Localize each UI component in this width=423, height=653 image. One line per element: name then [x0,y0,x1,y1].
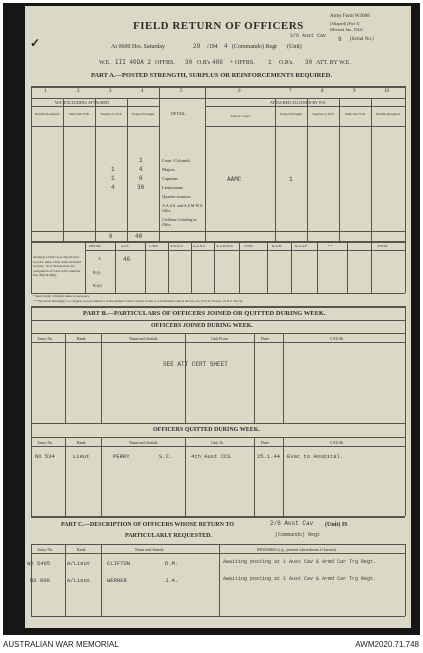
col-number-rule [31,98,405,99]
att-value: 30 [305,59,313,66]
totals-rule [31,231,405,232]
col-number-10: 10 [384,89,389,94]
analysis-rule-10 [347,241,348,293]
footer-accession-id: AWM2020.71.748 [355,640,419,649]
we-prefix: W.E. [99,60,111,66]
part-b-heading: PART B.—PARTICULARS OF OFFICERS JOINED OR QUITTED DURING WEEK. [83,310,326,317]
tick-mark: ✓ [30,36,41,50]
surplus-captains: 1 [111,175,115,182]
c-row2-name: WERNER [107,577,127,584]
header-posted-right: Posted Strength. [280,112,303,116]
quitted-col-cause: CAUSE. [330,440,345,445]
analysis-rule-8 [291,241,292,293]
quitted-col-unit: Unit To. [211,440,225,445]
c-row1-remarks: Awaiting posting at 1 Aust Cav & Armd Car Trg Regt. [223,559,377,565]
right-header-rule [205,126,405,127]
col-rule-0 [31,86,32,293]
header-deficient-right: Deficient W.E. [345,112,366,116]
col-number-4: 4 [141,89,144,94]
c-col-remarks: REMARKS (e.g., present whereabouts if known). [257,547,337,552]
col-rule-2 [95,98,96,241]
serial-label: (Serial No.) [350,37,374,42]
quitted-rank: Lieut [73,453,90,460]
joined-heading-rule [31,333,405,334]
part-a-heading: PART A.—POSTED STRENGTH, SURPLUS OR REINFORCEMENTS REQUIRED. [91,72,332,79]
col-rule-7 [307,98,308,241]
quitted-initials: S.C. [159,453,173,460]
form-title: FIELD RETURN OF OFFICERS [133,20,304,32]
c-col-name: Name and Initials. [135,547,165,552]
c-row2-initials: J.A. [165,577,179,584]
quitted-rule-5 [283,437,284,516]
c-row2-rank: A/Lieut [67,577,91,584]
part-c-heading: PART C.—DESCRIPTION OF OFFICERS WHOSE RETURN TO [61,522,234,528]
analysis-header-rule [85,250,405,251]
c-col-rank: Rank. [77,547,87,552]
header-reinfts-left: Reinfts Required. [35,112,60,116]
detail-label: DETAIL. [171,111,187,116]
time-line-label: At 0600 Hrs. Saturday [111,44,165,50]
revised-note: (Revised Jan., 1942) [330,27,363,32]
c-row1-name: CLIFTON [107,560,131,567]
joined-col-cause: CAUSE. [330,336,345,341]
rank-lieutenants: Lieutenants [162,185,183,190]
total-surplus: 6 [109,233,113,240]
col-rule-3 [127,98,128,241]
header-surplus-left: Surplus to W.E. [100,112,123,116]
col-rule-8 [339,98,340,241]
quitted-date: 25.1.44 [257,453,281,460]
col-number-6: 6 [238,89,241,94]
col-number-1: 1 [44,89,47,94]
analysis-aif-value: 46 [123,256,131,263]
analysis-row-bi: B (i) [93,270,101,275]
particularly-requested: PARTICULARLY REQUESTED. [125,533,212,539]
analysis-row-bii: B (ii) [93,283,102,288]
posted-majors: 4 [139,166,143,173]
joined-col-unit: Unit From. [211,336,229,341]
analysis-rule-6 [239,241,240,293]
analysis-aamws-header: A.A.M.W.S. [216,244,234,248]
analysis-civil-header: CIVIL. [244,244,255,248]
unit-suffix: (Unit) [287,44,302,50]
col-number-5: 5 [180,89,183,94]
analysis-rule-1 [115,241,116,293]
analysis-row-a: A [98,256,101,261]
analysis-rule-2 [145,241,146,293]
analysis-rule-9 [317,241,318,293]
quitted-army-no: NX 534 [35,453,55,460]
part-c-commando-hw: (Commando) Regt [275,532,321,538]
posted-lieutenants: 36 [137,184,145,191]
quitted-colhead-rule [31,446,405,447]
quitted-rule-3 [185,437,186,516]
part-b-heading-rule [31,320,405,321]
rank-aass: A.A.S.S. and A.S.M.W.S. Offrs. [162,203,204,213]
analysis-aif-header: A.I.F. [121,244,129,248]
analysis-rule-3 [168,241,169,293]
joined-rule-4 [254,333,255,423]
c-row1-army-no: WX 5495 [27,560,51,567]
rank-civilians: Civilians Counting as Offrs. [162,217,197,227]
part-c-rule-3 [219,544,220,616]
header-deficient-left: Deficient W.E. [69,112,90,116]
offrs-label: OFFRS. [155,60,175,66]
part-c-header-bottom-rule [31,553,405,554]
col-number-8: 8 [321,89,324,94]
quitted-rule-1 [65,437,66,516]
part-c-rule-1 [65,544,66,616]
part-c-top-rule [31,516,405,518]
form-page [25,6,411,628]
offrs-value: 30 [185,59,193,66]
unit-text: (Commando) Regt [232,44,277,50]
unit-handwritten: 2/6 Aust Cav [290,33,327,39]
col-number-9: 9 [353,89,356,94]
part-c-unit-suffix: (Unit) IS [325,522,348,528]
attached-label: ATTACHED ALLOWED BY W.E. [270,100,327,105]
adapted-note: (Adapted) (Part 1) [330,21,360,26]
serial-value: 9 [338,36,342,43]
arm-value: AAMC [227,176,242,183]
part-c-right-rule [405,544,406,616]
analysis-other-header: * * [328,244,333,248]
analysis-ran-header: R.A.N. [272,244,283,248]
part-c-unit-hw: 2/6 Aust Cav [270,520,314,527]
c-row2-remarks: Awaiting posting at 1 Aust Cav & Armd Car Trg Regt. [223,576,377,582]
right-group-rule [205,106,405,107]
part-a-top-rule [31,86,405,88]
col-number-2: 2 [77,89,80,94]
c-row2-army-no: NX 600 [30,577,50,584]
quitted-rule-4 [254,437,255,516]
part-b-left-rule [31,306,32,516]
joined-rule-3 [185,333,186,423]
surplus-majors: 1 [111,166,115,173]
col-rule-4 [159,86,160,241]
quitted-col-name: Name and Initials. [129,440,159,445]
att-label: ATT. BY W.E. [316,60,351,66]
footer-bar [0,638,423,653]
quitted-cause: Evac to Hospital. [287,453,344,460]
rank-quartermasters: Quarter-masters [162,194,191,199]
c-col-army-no: Army No. [37,547,54,552]
analysis-top-rule [31,241,405,243]
part-b-right-rule [405,306,406,516]
c-row1-initials: D.M. [165,560,179,567]
joined-col-rank: Rank. [77,336,87,341]
col-rule-5 [205,86,206,241]
quitted-heading-rule [31,437,405,438]
joined-col-name: Name and Initials. [129,336,159,341]
part-b-top-rule [31,306,405,308]
ors2-label: O.R's. [279,60,294,66]
analysis-rule-7 [267,241,268,293]
analysis-rule-5 [214,241,215,293]
rank-majors: Majors [162,167,175,172]
quitted-rule-2 [101,437,102,516]
ors-label: O.R's [197,60,211,66]
joined-row: SEE ATT CERT SHEET [163,361,228,368]
analysis-detail-header: DETAIL. [89,244,103,248]
plus-offrs-label: + OFFRS. [230,60,255,66]
analysis-rule-0 [85,241,86,293]
col-rule-1 [63,98,64,241]
joined-col-date: Date. [261,336,270,341]
quitted-col-rank: Rank. [77,440,87,445]
plus-offrs-value: 1 [268,59,272,66]
posted-lt-colonels: 1 [139,157,143,164]
analysis-raaf-header: R.A.A.F. [295,244,308,248]
form-id: Army Form W3008 [330,14,370,19]
footnote-2: * * Personnel belonging to a category not provided for in the analysis will be shown in this Col. Particulars will be shown, e.g. 10 U.K. Forces, 10 N.Z. Forces [33,299,243,303]
col-number-7: 7 [289,89,292,94]
analysis-aans-header: A.A.N.S. [193,244,207,248]
year-digit: 4 [224,43,228,50]
analysis-note: Analysis of Part A as shown here by ALL units. Only units included in parts. 10 of Instructions for completion of form will complete Part B(i) & B(ii). [33,255,81,277]
header-surplus-right: Surplus to W.E. [312,112,335,116]
quitted-col-army-no: Army No. [37,440,54,445]
joined-heading: OFFICERS JOINED DURING WEEK. [151,323,253,329]
joined-rule-1 [65,333,66,423]
analysis-total-header: TOTAL [377,244,389,248]
joined-colhead-rule [31,342,405,343]
analysis-cmf-header: C.M.F. [149,244,159,248]
joined-rule-5 [283,333,284,423]
analysis-rule-4 [191,241,192,293]
col-rule-6 [275,98,276,241]
surplus-lieutenants: 4 [111,184,115,191]
quitted-heading: OFFICERS QUITTED DURING WEEK. [153,427,260,433]
joined-col-army-no: Army No. [37,336,54,341]
we-value: III 40DA 2 [115,59,152,66]
total-posted: 48 [135,233,143,240]
col-rule-10 [405,86,406,293]
quitted-name: PERRY [113,453,130,460]
we-excluding-label: W.E. EXCLUDING ATTACHED. [55,100,110,105]
quitted-unit: 4th Aust CCS [191,453,231,460]
quitted-top-rule [31,423,405,424]
c-row1-rank: A/Lieut [67,560,91,567]
quitted-col-date: Date. [261,440,270,445]
joined-rule-2 [101,333,102,423]
ors-value: 486 [212,59,223,66]
analysis-awas-header: A.W.A.S. [170,244,184,248]
col-number-3: 3 [109,89,112,94]
part-c-rule-2 [101,544,102,616]
header-reinfts-right: Reinfts Required. [376,112,401,116]
year-text: /194 [207,44,218,50]
footer-institution: AUSTRALIAN WAR MEMORIAL [3,640,119,649]
rank-lt-colonels: Lieut.-Colonels [162,158,191,163]
header-arm: Arm or Corps. [230,114,251,118]
rank-captains: Captains [162,176,178,181]
date-day: 29 [193,43,201,50]
attached-posted: 1 [289,176,293,183]
analysis-rule-11 [371,241,372,293]
header-posted-left: Posted Strength. [132,112,155,116]
col-rule-9 [371,98,372,241]
footnote-1: * Insert detail of higher ranks as necessary. [33,294,90,298]
part-c-header-top-rule [31,544,405,545]
part-c-bottom-rule [31,616,405,617]
posted-captains: 6 [139,175,143,182]
